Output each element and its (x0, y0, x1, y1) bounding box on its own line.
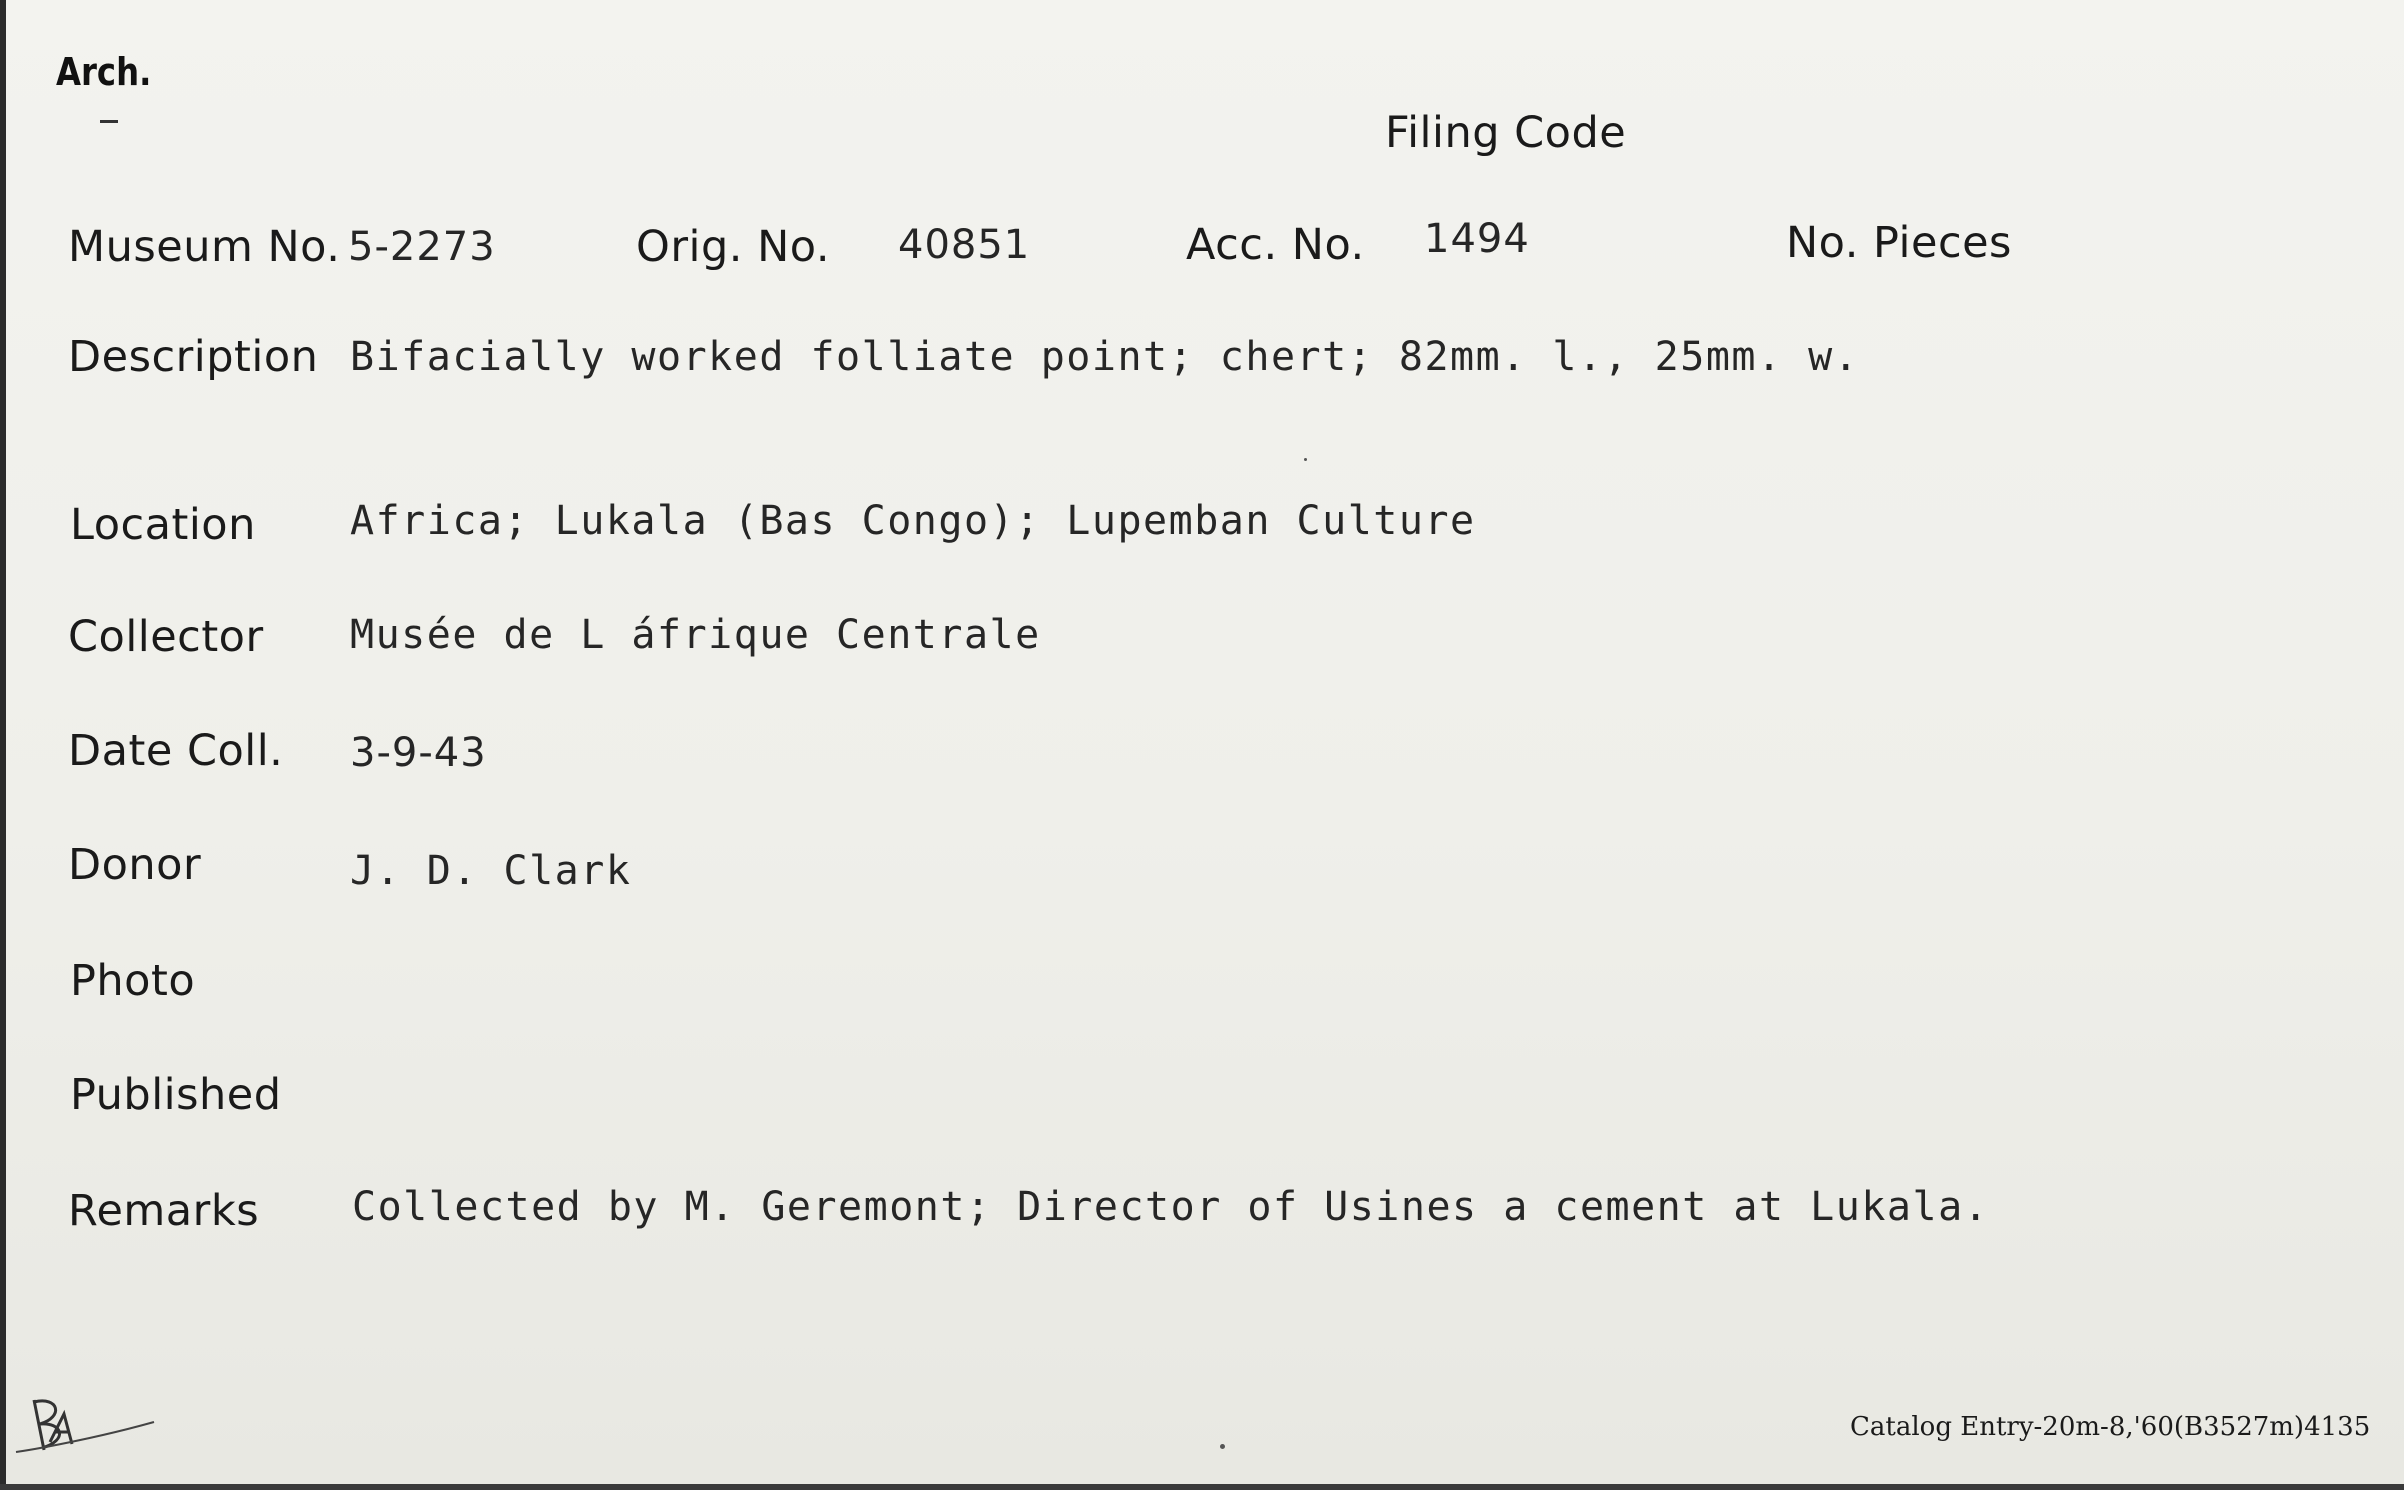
photo-label: Photo (70, 956, 196, 1006)
handwritten-initials-mark (14, 1392, 164, 1462)
date-coll-value: 3-9-43 (350, 730, 487, 776)
remarks-value: Collected by M. Geremont; Director of Usines a cement at Lukala. (352, 1184, 1990, 1230)
no-pieces-label: No. Pieces (1786, 218, 2012, 268)
donor-value: J. D. Clark (350, 848, 632, 894)
date-coll-label: Date Coll. (68, 726, 284, 776)
filing-code-label: Filing Code (1385, 108, 1627, 158)
museum-no-value: 5-2273 (348, 224, 496, 270)
card-bottom-edge (0, 1484, 2404, 1490)
published-label: Published (70, 1070, 282, 1120)
acc-no-value: 1494 (1424, 216, 1530, 262)
location-value: Africa; Lukala (Bas Congo); Lupemban Culture (350, 498, 1476, 544)
paper-speck (1220, 1444, 1225, 1449)
card-left-edge (0, 0, 6, 1490)
location-label: Location (70, 500, 256, 550)
donor-label: Donor (68, 840, 202, 890)
corner-dash (100, 120, 118, 123)
museum-no-label: Museum No. (68, 222, 341, 272)
collector-label: Collector (68, 612, 264, 662)
catalog-print-code: Catalog Entry-20m-8,'60(B3527m)4135 (1850, 1412, 2371, 1442)
description-label: Description (68, 332, 319, 382)
acc-no-label: Acc. No. (1186, 220, 1365, 270)
orig-no-label: Orig. No. (636, 222, 830, 272)
collector-value: Musée de L áfrique Centrale (350, 612, 1041, 658)
paper-speck (1304, 458, 1307, 461)
orig-no-value: 40851 (898, 222, 1031, 268)
remarks-label: Remarks (68, 1186, 260, 1236)
description-value: Bifacially worked folliate point; chert; 82mm. l., 25mm. w. (350, 334, 1860, 380)
corner-note: Arch. (56, 50, 152, 94)
